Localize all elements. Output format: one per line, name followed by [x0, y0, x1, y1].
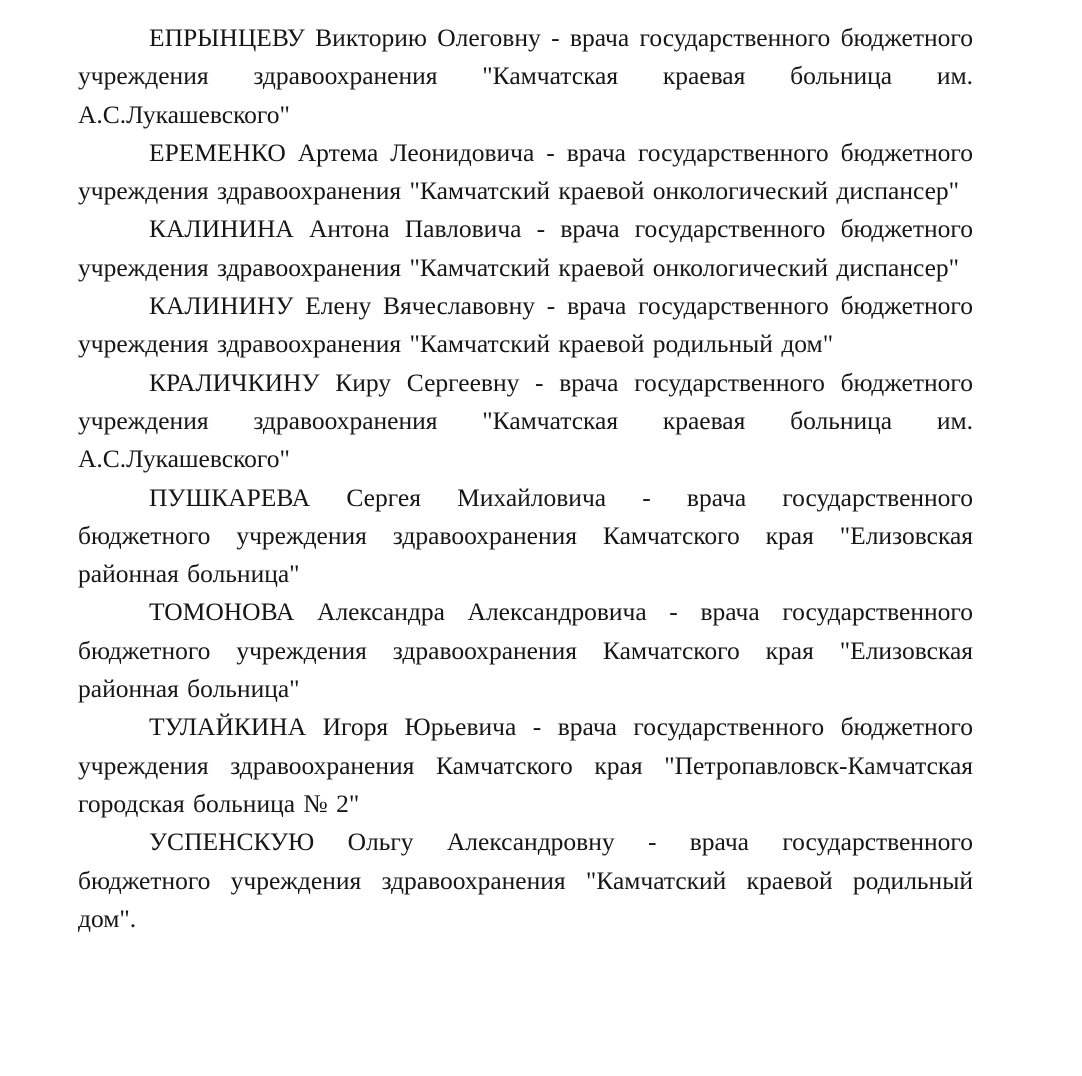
paragraph-kalinin: КАЛИНИНА Антона Павловича - врача государственного бюджетного учреждения здравоохранения "Камчатский краевой онкологический диспансер"	[78, 214, 973, 282]
paragraph-kalinina: КАЛИНИНУ Елену Вячеславовну - врача государственного бюджетного учреждения здравоохранения "Камчатский краевой родильный дом"	[78, 291, 973, 359]
paragraph-eremenko: ЕРЕМЕНКО Артема Леонидовича - врача государственного бюджетного учреждения здравоохранения "Камчатский краевой онкологический диспансер"	[78, 137, 973, 206]
paragraph-epryntseva: ЕПРЫНЦЕВУ Викторию Олеговну - врача государственного бюджетного учреждения здравоохранения "Камчатская краевая больница им. А.С.Лукашевского"	[78, 23, 973, 129]
paragraph-tulaykin: ТУЛАЙКИНА Игоря Юрьевича - врача государственного бюджетного учреждения здравоохранения Камчатского края "Петропавловск-Камчатская городская больница № 2"	[78, 712, 973, 818]
paragraph-pushkarev: ПУШКАРЕВА Сергея Михайловича - врача государственного бюджетного учреждения здравоохранения Камчатского края "Елизовская районная больница"	[78, 482, 973, 589]
paragraph-uspenskaya: УСПЕНСКУЮ Ольгу Александровну - врача государственного бюджетного учреждения здравоохранения "Камчатский краевой родильный дом".	[78, 827, 973, 933]
paragraph-tomonov: ТОМОНОВА Александра Александровича - врача государственного бюджетного учреждения здравоохранения Камчатского края "Елизовская районная больница"	[78, 597, 973, 704]
document-body	[78, 19, 973, 938]
paragraph-kralichkina: КРАЛИЧКИНУ Киру Сергеевну - врача государственного бюджетного учреждения здравоохранения "Камчатская краевая больница им. А.С.Лукашевского"	[78, 367, 973, 474]
